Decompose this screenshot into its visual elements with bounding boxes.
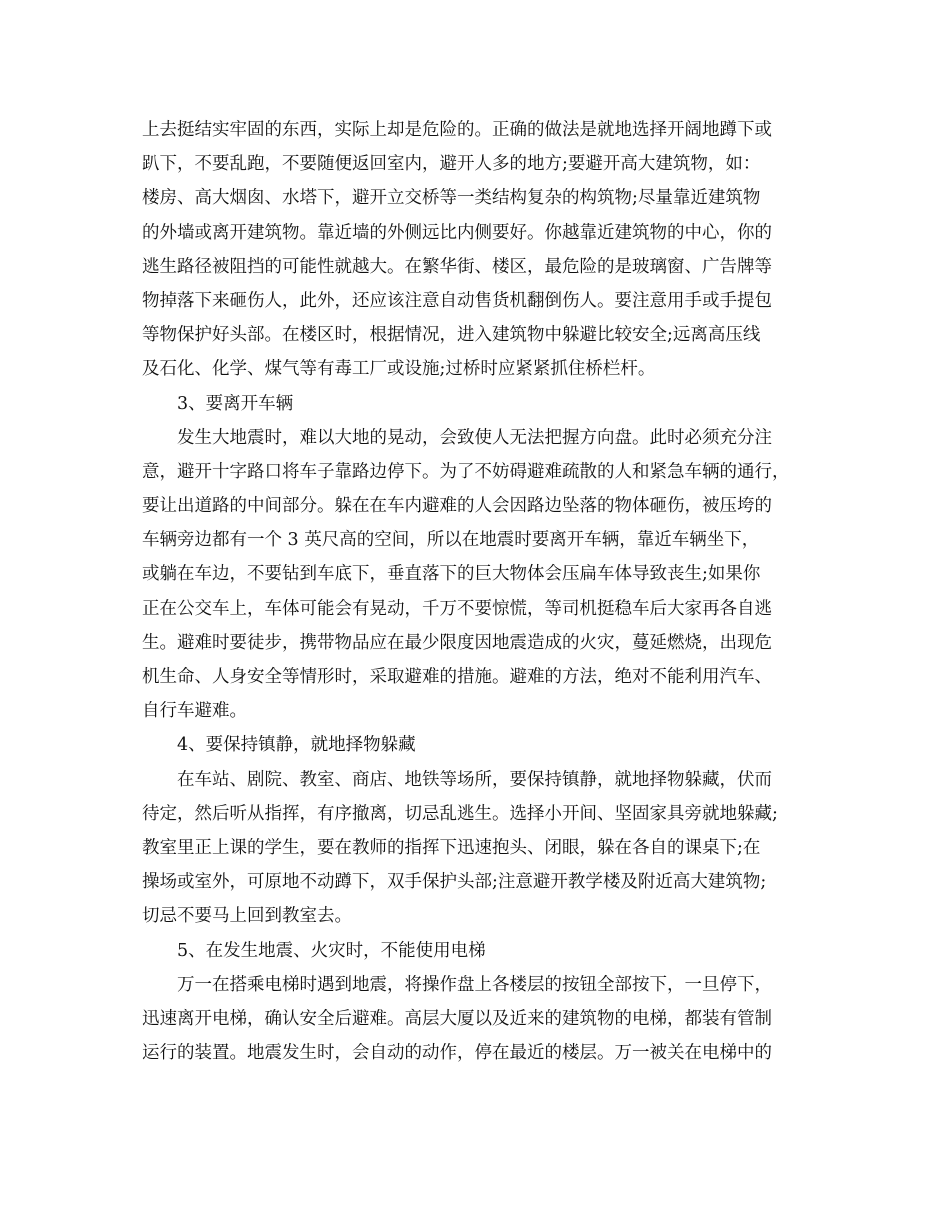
text-line: 的外墙或离开建筑物。靠近墙的外侧远比内侧要好。你越靠近建筑物的中心，你的 <box>142 222 772 243</box>
text-line: 等物保护好头部。在楼区时，根据情况，进入建筑物中躲避比较安全;远离高压线 <box>142 325 761 346</box>
text-line: 在车站、剧院、教室、商店、地铁等场所，要保持镇静，就地择物躲藏，伏而 <box>177 769 772 790</box>
text-line: 切忌不要马上回到教室去。 <box>142 906 352 927</box>
text-line: 逃生路径被阻挡的可能性就越大。在繁华街、楼区，最危险的是玻璃窗、广告牌等 <box>142 256 772 277</box>
section-heading: 3、要离开车辆 <box>177 393 294 414</box>
text-line: 楼房、高大烟囱、水塔下，避开立交桥等一类结构复杂的构筑物;尽量靠近建筑物 <box>142 188 761 209</box>
text-line: 物掉落下来砸伤人，此外，还应该注意自动售货机翻倒伤人。要注意用手或手提包 <box>142 290 772 311</box>
text-line: 教室里正上课的学生，要在教师的指挥下迅速抱头、闭眼，躲在各自的课桌下;在 <box>142 837 761 858</box>
text-line: 或躺在车边，不要钻到车底下，垂直落下的巨大物体会压扁车体导致丧生;如果你 <box>142 564 761 585</box>
text-line: 自行车避难。 <box>142 701 247 722</box>
text-line: 机生命、人身安全等情形时，采取避难的措施。避难的方法，绝对不能利用汽车、 <box>142 667 772 687</box>
text-line: 上去挺结实牢固的东西，实际上却是危险的。正确的做法是就地选择开阔地蹲下或 <box>142 120 772 140</box>
text-line: 待定，然后听从指挥，有序撤离，切忌乱逃生。选择小开间、坚固家具旁就地躲藏; <box>142 803 778 824</box>
text-line: 意，避开十字路口将车子靠路边停下。为了不妨碍避难疏散的人和紧急车辆的通行， <box>142 461 790 482</box>
text-line: 生。避难时要徒步，携带物品应在最少限度因地震造成的火灾，蔓延燃烧，出现危 <box>142 632 772 653</box>
text-line: 万一在搭乘电梯时遇到地震，将操作盘上各楼层的按钮全部按下，一旦停下， <box>177 974 772 995</box>
section-heading: 4、要保持镇静，就地择物躲藏 <box>177 735 416 756</box>
text-line: 正在公交车上，车体可能会有晃动，千万不要惊慌，等司机挺稳车后大家再各自逃 <box>142 598 772 619</box>
text-line: 迅速离开电梯，确认安全后避难。高层大厦以及近来的建筑物的电梯，都装有管制 <box>142 1008 772 1029</box>
text-line: 运行的装置。地震发生时，会自动的动作，停在最近的楼层。万一被关在电梯中的 <box>142 1043 772 1064</box>
text-line: 发生大地震时，难以大地的晃动，会致使人无法把握方向盘。此时必须充分注 <box>177 427 772 448</box>
section-heading: 5、在发生地震、火灾时，不能使用电梯 <box>177 940 486 961</box>
text-line: 要让出道路的中间部分。躲在在车内避难的人会因路边坠落的物体砸伤，被压垮的 <box>142 496 772 517</box>
text-line: 趴下，不要乱跑，不要随便返回室内，避开人多的地方;要避开高大建筑物，如： <box>142 154 761 175</box>
text-line: 操场或室外，可原地不动蹲下，双手保护头部;注意避开教学楼及附近高大建筑物; <box>142 872 767 893</box>
text-line: 及石化、化学、煤气等有毒工厂或设施;过桥时应紧紧抓住桥栏杆。 <box>142 359 656 380</box>
document-body <box>142 113 822 1070</box>
text-line: 车辆旁边都有一个 3 英尺高的空间，所以在地震时要离开车辆，靠近车辆坐下， <box>142 530 760 551</box>
